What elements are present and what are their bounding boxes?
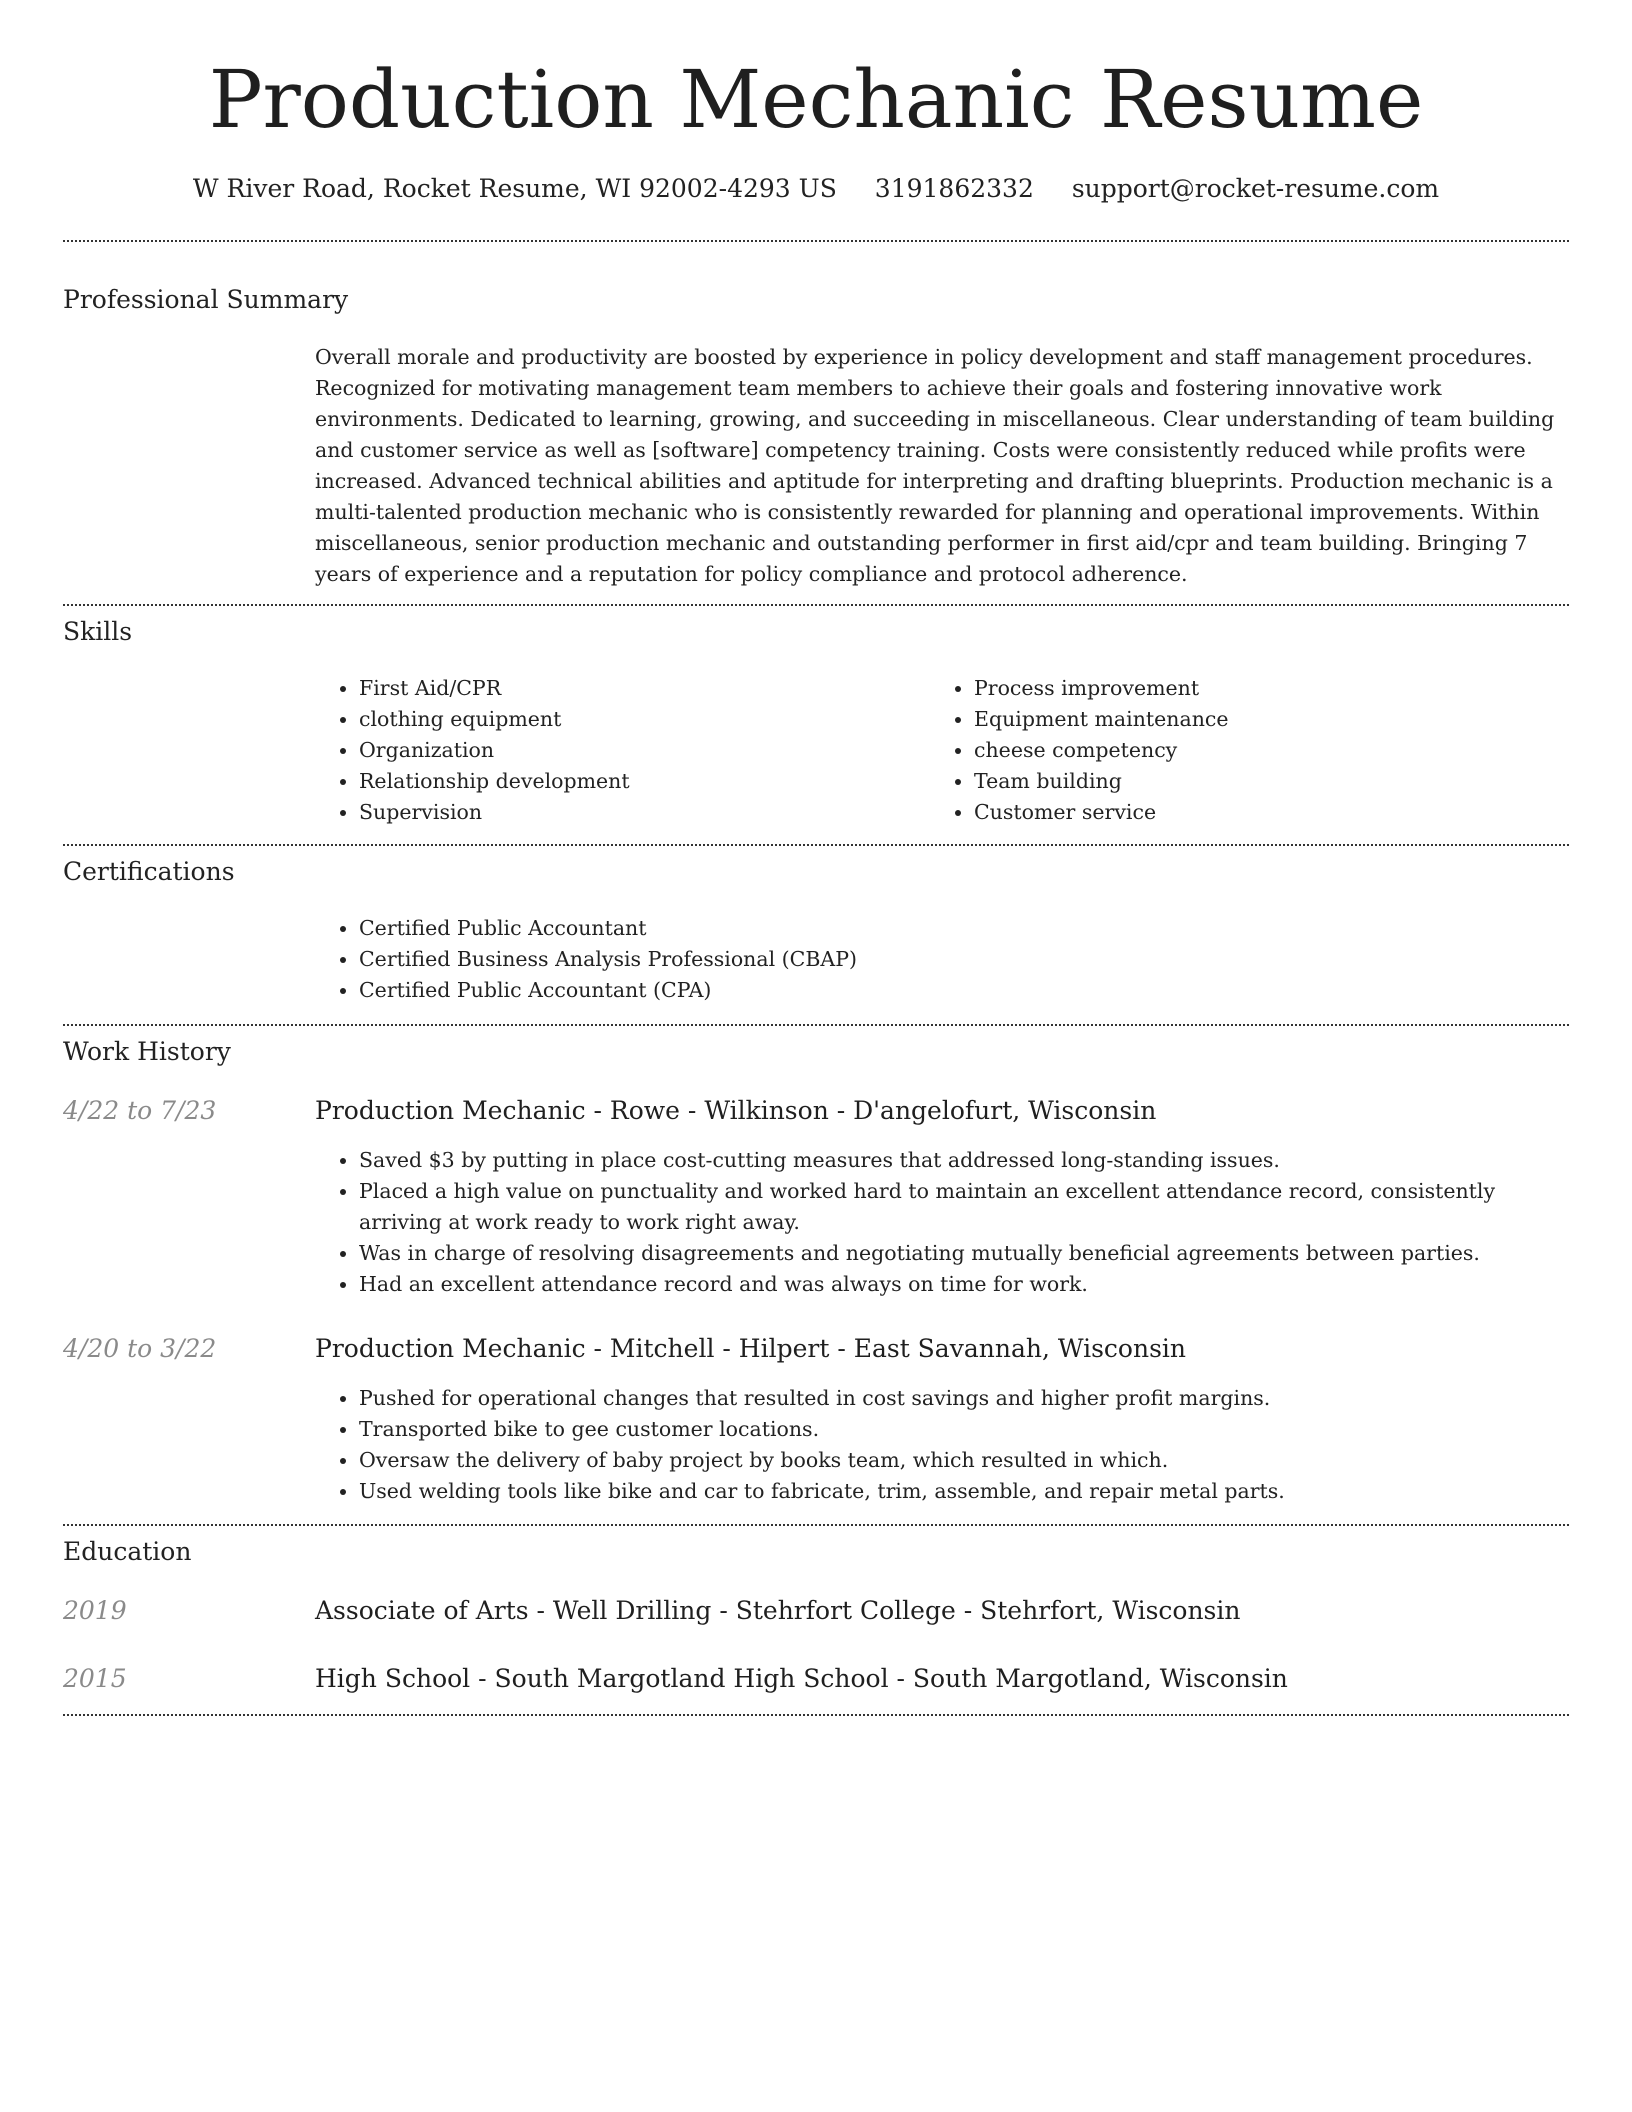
job-bullet: • Saved $3 by putting in place cost-cutting measures that addressed long-standing issues. (359, 1145, 1569, 1176)
contact-line (63, 170, 1569, 208)
skill-item: • Team building (974, 766, 1574, 797)
contact-phone: 3191862332 (874, 174, 1034, 203)
education-heading: Education (63, 1537, 192, 1566)
job-bullet: • Was in charge of resolving disagreements and negotiating mutually beneficial agreements between parties. (359, 1238, 1569, 1269)
skill-item: • clothing equipment (359, 704, 919, 735)
skills-heading: Skills (63, 617, 133, 646)
job-bullet: • Had an excellent attendance record and was always on time for work. (359, 1269, 1569, 1300)
contact-email: support@rocket-resume.com (1071, 174, 1440, 203)
skills-list-right (930, 673, 1574, 828)
skill-item: • First Aid/CPR (359, 673, 919, 704)
job-bullets (315, 1145, 1569, 1300)
work-history-heading: Work History (63, 1037, 231, 1066)
education-year: 2015 (63, 1664, 127, 1693)
job-title: Production Mechanic - Mitchell - Hilpert - East Savannah, Wisconsin (315, 1334, 1187, 1363)
skill-item: • Organization (359, 735, 919, 766)
job-bullets (315, 1383, 1569, 1507)
job-dates: 4/20 to 3/22 (63, 1334, 217, 1363)
skill-item: • cheese competency (974, 735, 1574, 766)
resume-title: Production Mechanic Resume (208, 53, 1424, 146)
certification-item: • Certified Business Analysis Professional (CBAP) (359, 944, 1559, 975)
skill-item: • Process improvement (974, 673, 1574, 704)
skill-item: • Supervision (359, 797, 919, 828)
contact-address: W River Road, Rocket Resume, WI 92002-4293 US (192, 174, 837, 203)
divider (63, 604, 1569, 606)
divider (63, 1024, 1569, 1026)
divider (63, 1524, 1569, 1526)
job-bullet: • Oversaw the delivery of baby project by books team, which resulted in which. (359, 1445, 1569, 1476)
skill-item: • Equipment maintenance (974, 704, 1574, 735)
job-bullet: • Pushed for operational changes that resulted in cost savings and higher profit margins. (359, 1383, 1569, 1414)
job-title: Production Mechanic - Rowe - Wilkinson - D'angelofurt, Wisconsin (315, 1096, 1157, 1125)
skill-item: • Customer service (974, 797, 1574, 828)
summary-text: Overall morale and productivity are boosted by experience in policy development and staff management procedures. Recognized for motivating management team members to achieve their goals and fostering innovative work environments. Dedicated to learning, growing, and succeeding in miscellaneous. Clear understanding of team building and customer service as well as [software] competency training. Costs were consistently reduced while profits were increased. Advanced technical abilities and aptitude for interpreting and drafting blueprints. Production mechanic is a multi-talented production mechanic who is consistently rewarded for planning and operational improvements. Within miscellaneous, senior production mechanic and outstanding performer in first aid/cpr and team building. Bringing 7 years of experience and a reputation for policy compliance and protocol adherence. (315, 345, 1555, 586)
education-title: Associate of Arts - Well Drilling - Stehrfort College - Stehrfort, Wisconsin (315, 1596, 1241, 1625)
skills-list-left (315, 673, 919, 828)
certifications-heading: Certifications (63, 857, 235, 886)
certification-item: • Certified Public Accountant (CPA) (359, 975, 1559, 1006)
certification-item: • Certified Public Accountant (359, 913, 1559, 944)
job-bullet: • Transported bike to gee customer locations. (359, 1414, 1569, 1445)
job-bullet: • Placed a high value on punctuality and worked hard to maintain an excellent attendance record, consistently arriving at work ready to work right away. (359, 1176, 1569, 1238)
certifications-list (315, 913, 1559, 1006)
summary-heading: Professional Summary (63, 285, 349, 314)
divider (63, 240, 1569, 242)
job-dates: 4/22 to 7/23 (63, 1096, 217, 1125)
job-bullet: • Used welding tools like bike and car to fabricate, trim, assemble, and repair metal parts. (359, 1476, 1569, 1507)
divider (63, 1714, 1569, 1716)
education-title: High School - South Margotland High School - South Margotland, Wisconsin (315, 1664, 1288, 1693)
divider (63, 844, 1569, 846)
skill-item: • Relationship development (359, 766, 919, 797)
education-year: 2019 (63, 1596, 127, 1625)
